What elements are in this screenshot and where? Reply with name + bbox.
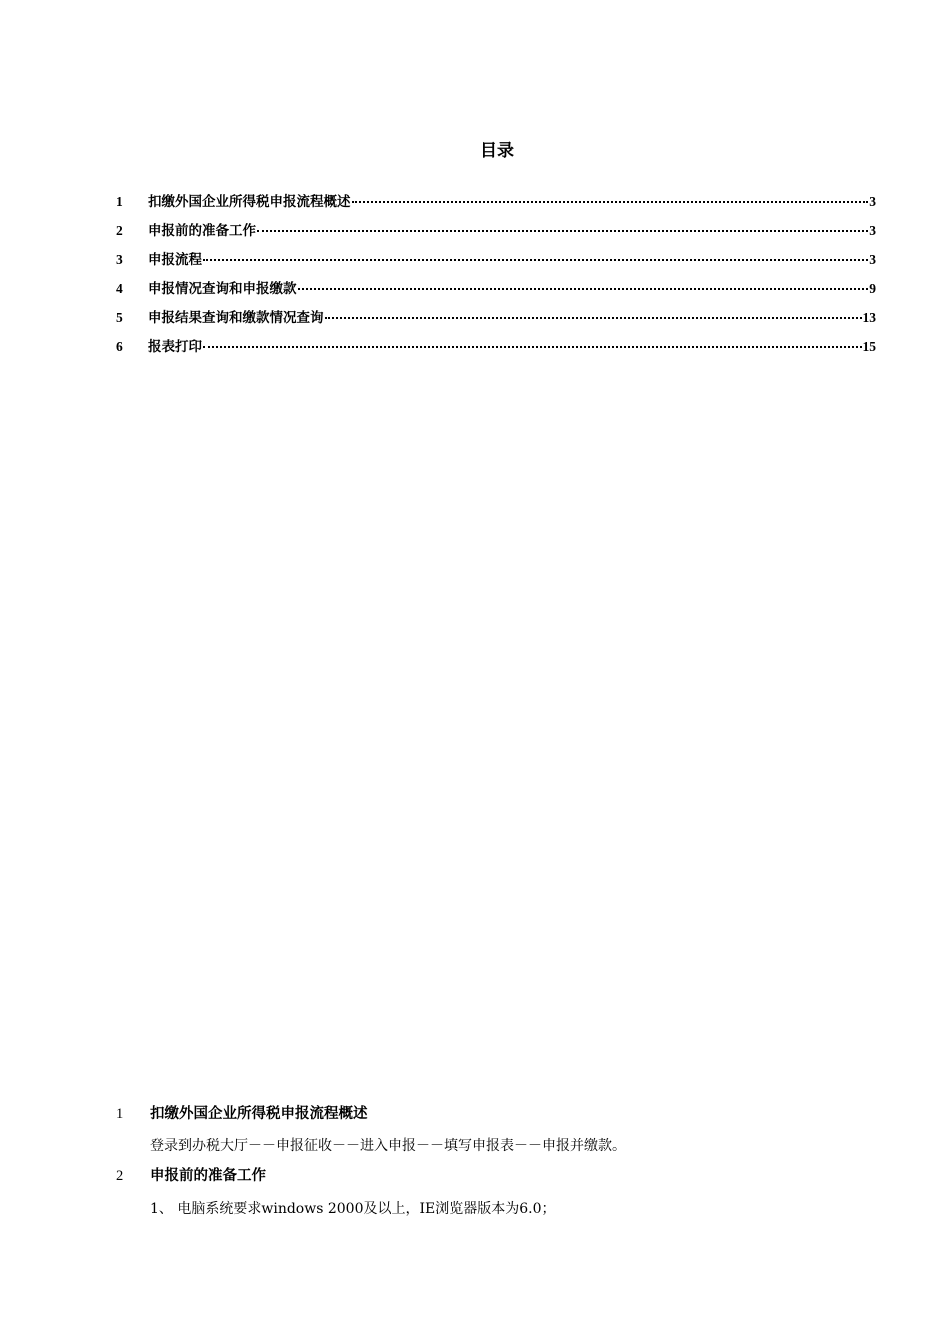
section-title: 扣缴外国企业所得税申报流程概述 [150,1106,368,1122]
section-paragraph: 登录到办税大厅－－申报征收－－进入申报－－填写申报表－－申报并缴款。 [150,1138,626,1154]
section-number: 2 [116,1168,124,1184]
toc-entry-number: 4 [116,281,123,296]
section-paragraph: 1、 电脑系统要求windows 2000及以上，IE浏览器版本为6.0； [150,1201,556,1217]
toc-entry[interactable] [116,248,876,277]
toc-entry-number: 1 [116,194,123,209]
toc-entry-title: 申报流程 [148,252,202,268]
toc-dot-leader [325,303,862,319]
toc-entry-title: 报表打印 [148,339,202,355]
toc-entry-title: 申报前的准备工作 [148,223,256,239]
toc-entry-number: 6 [116,339,123,354]
toc-entry-page: 3 [869,223,876,238]
toc-entry-number: 5 [116,310,123,325]
toc-dot-leader [203,245,868,261]
toc-entry-title: 申报结果查询和缴款情况查询 [148,310,324,326]
toc-entry[interactable] [116,335,876,364]
toc-dot-leader [257,216,868,232]
section-number: 1 [116,1106,124,1122]
toc-entry-page: 13 [862,310,876,325]
toc-entry-page: 9 [869,281,876,296]
toc-entry-title: 扣缴外国企业所得税申报流程概述 [148,194,351,210]
toc-dot-leader [298,274,869,290]
toc-entry-number: 3 [116,252,123,267]
toc-entry-number: 2 [116,223,123,238]
toc-dot-leader [352,187,869,203]
table-of-contents [116,190,876,364]
toc-dot-leader [203,332,862,348]
toc-entry[interactable] [116,277,876,306]
toc-entry-page: 3 [869,194,876,209]
section-heading [116,1102,368,1123]
toc-entry-page: 3 [869,252,876,267]
toc-entry[interactable] [116,219,876,248]
toc-entry-page: 15 [862,339,876,354]
section-title: 申报前的准备工作 [150,1168,266,1184]
toc-entry[interactable] [116,306,876,335]
toc-entry-title: 申报情况查询和申报缴款 [148,281,297,297]
toc-title: 目录 [480,141,514,161]
toc-entry[interactable] [116,190,876,219]
section-heading [116,1164,266,1185]
